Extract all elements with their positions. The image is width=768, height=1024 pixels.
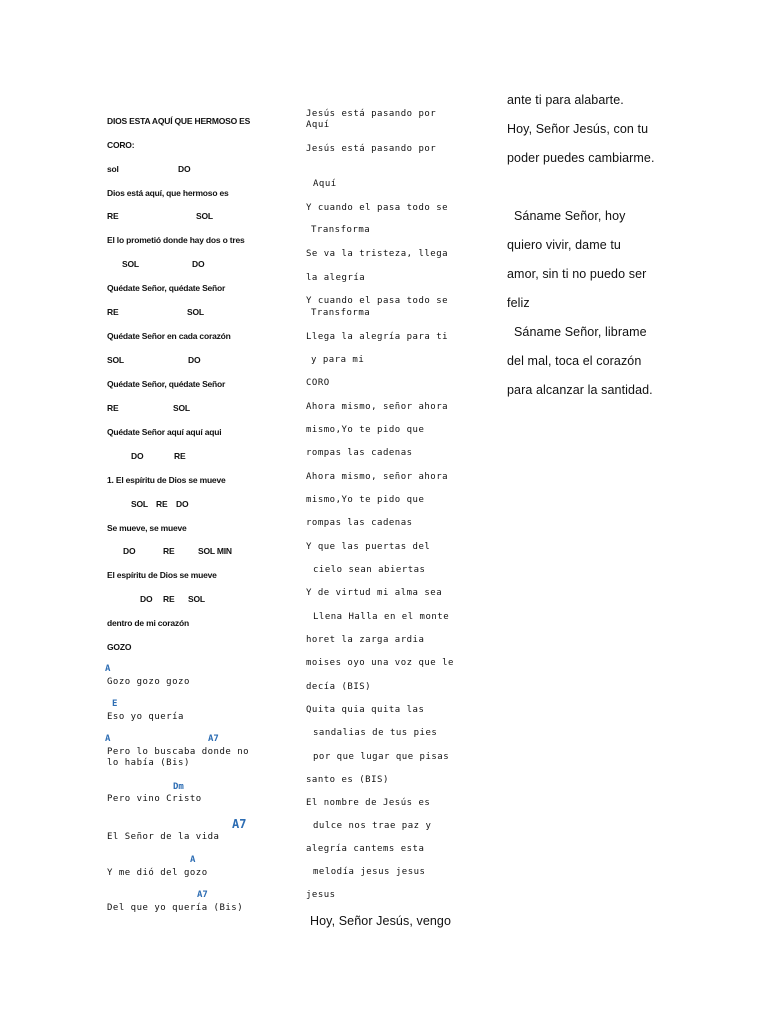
chord: SOL (107, 355, 124, 365)
chord: DO (176, 499, 189, 509)
lyric-line: la alegría (306, 273, 366, 283)
lyric-line: Aquí (306, 120, 330, 130)
lyric-line: Del que yo quería (Bis) (107, 903, 244, 913)
lyric-line: Y cuando el pasa todo se (306, 296, 449, 306)
chord: DO (123, 546, 136, 556)
lyric-line: Quédate Señor en cada corazón (107, 331, 231, 341)
chord: RE (107, 211, 119, 221)
chord: sol (107, 164, 119, 174)
lyric-line: Transforma (311, 308, 371, 318)
lyric-line: rompas las cadenas (306, 518, 413, 528)
chord: SOL (173, 403, 190, 413)
lyric-line: poder puedes cambiarme. (507, 151, 655, 165)
lyric-line: El Señor de la vida (107, 832, 220, 842)
lyric-line: Y cuando el pasa todo se (306, 203, 449, 213)
lyric-line: El espíritu de Dios se mueve (107, 570, 217, 580)
chord: A7 (232, 817, 247, 831)
lyric-line: Y que las puertas del (306, 542, 431, 552)
chord: RE (156, 499, 168, 509)
chord: DO (140, 594, 153, 604)
lyric-line: sandalias de tus pies (313, 728, 438, 738)
lyric-line: quiero vivir, dame tu (507, 238, 621, 252)
lyric-line: Y me dió del gozo (107, 868, 208, 878)
lyric-line: del mal, toca el corazón (507, 354, 642, 368)
chord: RE (174, 451, 186, 461)
gozo-title: GOZO (107, 642, 132, 652)
chord: A (190, 855, 196, 865)
lyric-line: jesus (306, 890, 336, 900)
lyric-line: por que lugar que pisas (313, 752, 450, 762)
lyric-line: Aquí (313, 179, 337, 189)
lyric-line: Sáname Señor, hoy (514, 209, 626, 223)
lyric-line: Dios está aquí, que hermoso es (107, 188, 229, 198)
lyric-line: Ahora mismo, señor ahora (306, 402, 449, 412)
chord: DO (188, 355, 201, 365)
lyric-line: cielo sean abiertas (313, 565, 426, 575)
chord: RE (107, 307, 119, 317)
lyric-line: horet la zarga ardia (306, 635, 425, 645)
lyric-line: Gozo gozo gozo (107, 677, 190, 687)
chord: RE (163, 546, 175, 556)
chord: SOL MIN (198, 546, 232, 556)
lyric-line: Quédate Señor aquí aquí aqui (107, 427, 222, 437)
chord: RE (163, 594, 175, 604)
coro-label: CORO: (107, 140, 135, 150)
chord: Dm (173, 782, 184, 792)
lyric-line: Llena Halla en el monte (313, 612, 450, 622)
lyric-line: Transforma (311, 225, 371, 235)
lyric-line: Pero lo buscaba donde no (107, 747, 250, 757)
lyric-line: dentro de mi corazón (107, 618, 189, 628)
lyric-line: feliz (507, 296, 530, 310)
lyric-line: alegría cantems esta (306, 844, 425, 854)
chord: DO (131, 451, 144, 461)
chord: DO (178, 164, 191, 174)
chord: A (105, 664, 111, 674)
lyric-line: Quédate Señor, quédate Señor (107, 283, 226, 293)
lyric-line: para alcanzar la santidad. (507, 383, 653, 397)
lyric-line: Hoy, Señor Jesús, vengo (310, 914, 452, 928)
lyric-line: santo es (BIS) (306, 775, 389, 785)
lyric-line: Se mueve, se mueve (107, 523, 187, 533)
lyric-line: Quita quia quita las (306, 705, 425, 715)
chord: SOL (188, 594, 205, 604)
lyric-line: Eso yo quería (107, 712, 184, 722)
lyric-line: Hoy, Señor Jesús, con tu (507, 122, 649, 136)
lyric-line: Sáname Señor, librame (514, 325, 647, 339)
lyric-line: Pero vino Cristo (107, 794, 202, 804)
chord: SOL (196, 211, 213, 221)
lyric-line: mismo,Yo te pido que (306, 425, 425, 435)
chord: DO (192, 259, 205, 269)
lyric-line: dulce nos trae paz y (313, 821, 432, 831)
coro-label: CORO (306, 378, 330, 388)
chord: SOL (131, 499, 148, 509)
chord: A7 (208, 734, 219, 744)
lyric-line: decía (BIS) (306, 682, 372, 692)
lyric-line: melodía jesus jesus (313, 867, 426, 877)
lyric-line: ante ti para alabarte. (507, 93, 624, 107)
chord: SOL (122, 259, 139, 269)
lyric-line: Jesús está pasando por (306, 144, 437, 154)
lyric-line: amor, sin ti no puedo ser (507, 267, 647, 281)
lyric-line: y para mi (311, 355, 365, 365)
song-title: DIOS ESTA AQUÍ QUE HERMOSO ES (107, 116, 251, 126)
lyric-line: El lo prometió donde hay dos o tres (107, 235, 245, 245)
chord: SOL (187, 307, 204, 317)
lyric-line: Se va la tristeza, llega (306, 249, 449, 259)
lyric-line: Ahora mismo, señor ahora (306, 472, 449, 482)
lyric-line: lo había (Bis) (107, 758, 190, 768)
lyric-line: El nombre de Jesús es (306, 798, 431, 808)
lyric-line: 1. El espíritu de Dios se mueve (107, 475, 226, 485)
chord: A (105, 734, 111, 744)
lyric-line: mismo,Yo te pido que (306, 495, 425, 505)
lyric-line: moises oyo una voz que le (306, 658, 454, 668)
lyric-line: Quédate Señor, quédate Señor (107, 379, 226, 389)
lyric-line: Llega la alegría para ti (306, 332, 449, 342)
chord: RE (107, 403, 119, 413)
lyric-line: Y de virtud mi alma sea (306, 588, 443, 598)
lyric-line: Jesús está pasando por (306, 109, 437, 119)
chord: A7 (197, 890, 208, 900)
chord: E (112, 699, 118, 709)
lyric-line: rompas las cadenas (306, 448, 413, 458)
